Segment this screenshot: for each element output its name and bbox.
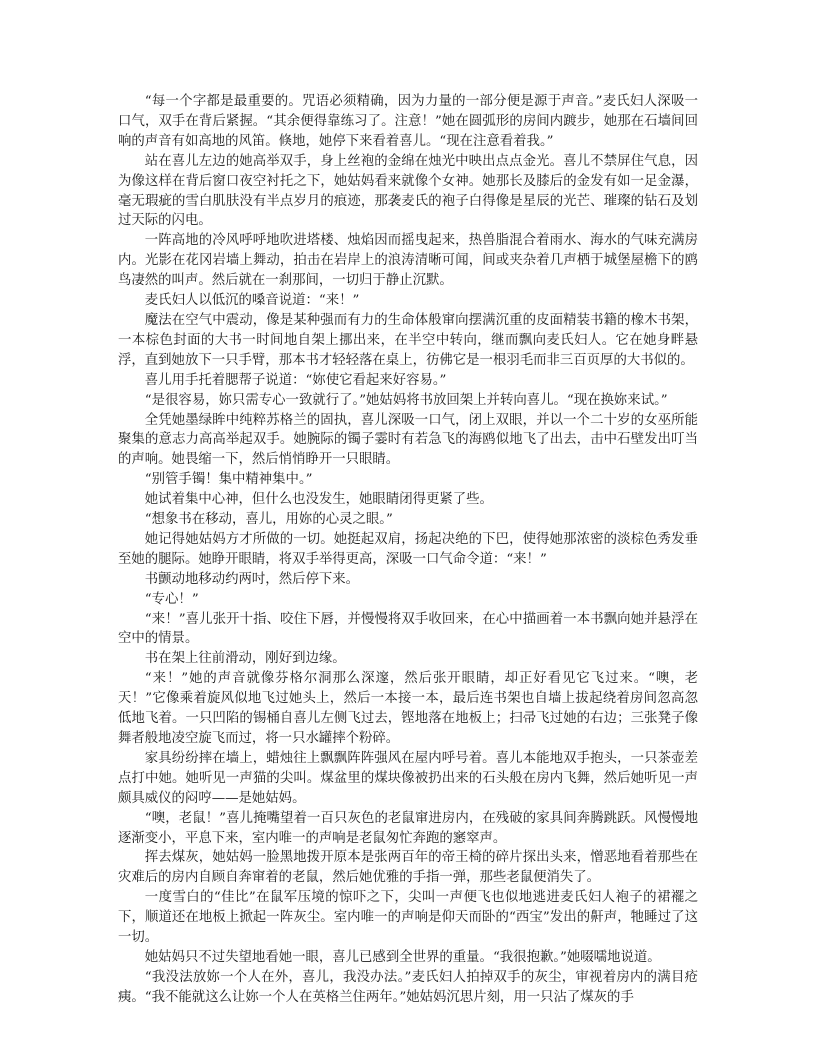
paragraph: 站在喜儿左边的她高举双手，身上丝袍的金绵在烛光中映出点点金光。喜儿不禁屏住气息，因为像这样在背后窗口夜空衬托之下，她姑妈看来就像个女神。她那长及膝后的金发有如一足金瀑，毫无瑕疵的雪白肌肤没有半点岁月的痕迹，那袭麦氏的袍子白得像是星辰的光芒、璀璨的钻石及划过天际的闪电。 [118,153,698,229]
paragraph: “我没法放妳一个人在外，喜儿，我没办法。”麦氏妇人拍掉双手的灰尘，审视着房内的满目疮痍。“我不能就这么让妳一个人在英格兰住两年。”她姑妈沉思片刻，用一只沾了煤灰的手 [118,969,698,1005]
paragraph: 她姑妈只不过失望地看她一眼，喜儿已感到全世界的重量。“我很抱歉。”她啜嚅地说道。 [144,949,661,965]
paragraph: “来！”她的声音就像芬格尔洞那么深邃，然后张开眼睛，却正好看见它飞过来。“噢，老天！”它像乘着旋风似地飞过她头上，然后一本接一本，最后连书架也自墙上拔起绕着房间忽高忽低地飞着。一只凹陷的锡桶自喜儿左侧飞过去，铿地落在地板上；扫帚飞过她的右边；三张凳子像舞者般地凌空旋飞而过，将一只水罐摔个粉碎。 [118,671,698,746]
paragraph: 她试着集中心神，但什么也没发生，她眼睛闭得更紧了些。 [144,492,493,508]
paragraph: “想象书在移动，喜儿，用妳的心灵之眼。” [144,512,393,528]
paragraph: “每一个字都是最重要的。咒语必须精确，因为力量的一部分便是源于声音。”麦氏妇人深吸一口气，双手在背后紧握。“其余便得靠练习了。注意！”她在圆弧形的房间内踱步，她那在石墙间回响的声音有如高地的风笛。倏地，她停下来看着喜儿。“现在注意看着我。” [118,94,698,149]
document-page [118,92,698,1008]
paragraph: “来！”喜儿张开十指、咬住下唇，并慢慢将双手收回来，在心中描画着一本书飘向她并悬浮在空中的情景。 [118,611,698,647]
paragraph: 喜儿用手托着腮帮子说道：“妳使它看起来好容易。” [144,372,447,388]
paragraph: 挥去煤灰，她姑妈一脸黑地拨开原本是张两百年的帝王椅的碎片探出头来，憎恶地看着那些在灾难后的房内自顾自奔窜着的老鼠，然后她优雅的手指一弹，那些老鼠便消失了。 [118,850,698,886]
paragraph: 一度雪白的“佳比”在鼠军压境的惊吓之下，尖叫一声便飞也似地逃进麦氏妇人袍子的裙襬之下，顺道还在地板上掀起一阵灰尘。室内唯一的声响是仰天而卧的“西宝”发出的鼾声，牠睡过了这一切。 [118,890,698,946]
paragraph: 全凭她墨绿眸中纯粹苏格兰的固执，喜儿深吸一口气，闭上双眼，并以一个二十岁的女巫所能聚集的意志力高高举起双手。她腕际的镯子霎时有若急飞的海鸥似地飞了出去，击中石壁发出叮当的声响。她畏缩一下，然后悄悄睁开一只眼睛。 [118,412,698,468]
paragraph: “噢，老鼠！”喜儿掩嘴望着一百只灰色的老鼠窜进房内，在残破的家具间奔腾跳跃。风慢慢地逐渐变小，平息下来，室内唯一的声响是老鼠匆忙奔跑的窸窣声。 [118,810,698,846]
paragraph: 书颤动地移动约两吋，然后停下来。 [144,571,360,587]
paragraph: 麦氏妇人以低沉的嗓音说道：“来！” [144,293,360,309]
paragraph: “别管手镯！集中精神集中。” [144,472,313,488]
paragraph: 一阵高地的冷风呼呼地吹进塔楼、烛焰因而摇曳起来，热兽脂混合着雨水、海水的气味充满房内。光影在花冈岩墙上舞动，拍击在岩岸上的浪涛清晰可闻，间或夹杂着几声栖于城堡屋檐下的鸥鸟凄然的叫声。然后就在一刹那间，一切归于静止沉默。 [118,233,698,289]
paragraph: 魔法在空气中震动，像是某种强而有力的生命体般窜向摆满沉重的皮面精装书籍的橡木书架，一本棕色封面的大书一时间地自架上挪出来，在半空中转向，继而飘向麦氏妇人。它在她身畔悬浮，直到她放下一只手臂，那本书才轻轻落在桌上，彷佛它是一根羽毛而非三百页厚的大书似的。 [118,312,698,368]
paragraph: 书在架上往前滑动，刚好到边缘。 [144,651,346,667]
paragraph: “专心！” [144,591,199,607]
paragraph: 她记得她姑妈方才所做的一切。她挺起双肩，扬起决绝的下巴，使得她那浓密的淡棕色秀发垂至她的腿际。她睁开眼睛，将双手举得更高，深吸一口气命令道：“来！” [118,531,698,567]
paragraph: 家具纷纷摔在墙上，蜡烛往上飘飘阵阵强风在屋内呼号着。喜儿本能地双手抱头，一只茶壶差点打中她。她听见一声猫的尖叫。煤盆里的煤块像被扔出来的石头般在房内飞舞，然后她听见一声颇具威仪的闷哼——是她姑妈。 [118,750,698,806]
paragraph: “是很容易，妳只需专心一致就行了。”她姑妈将书放回架上并转向喜儿。“现在换妳来试。” [144,392,668,408]
